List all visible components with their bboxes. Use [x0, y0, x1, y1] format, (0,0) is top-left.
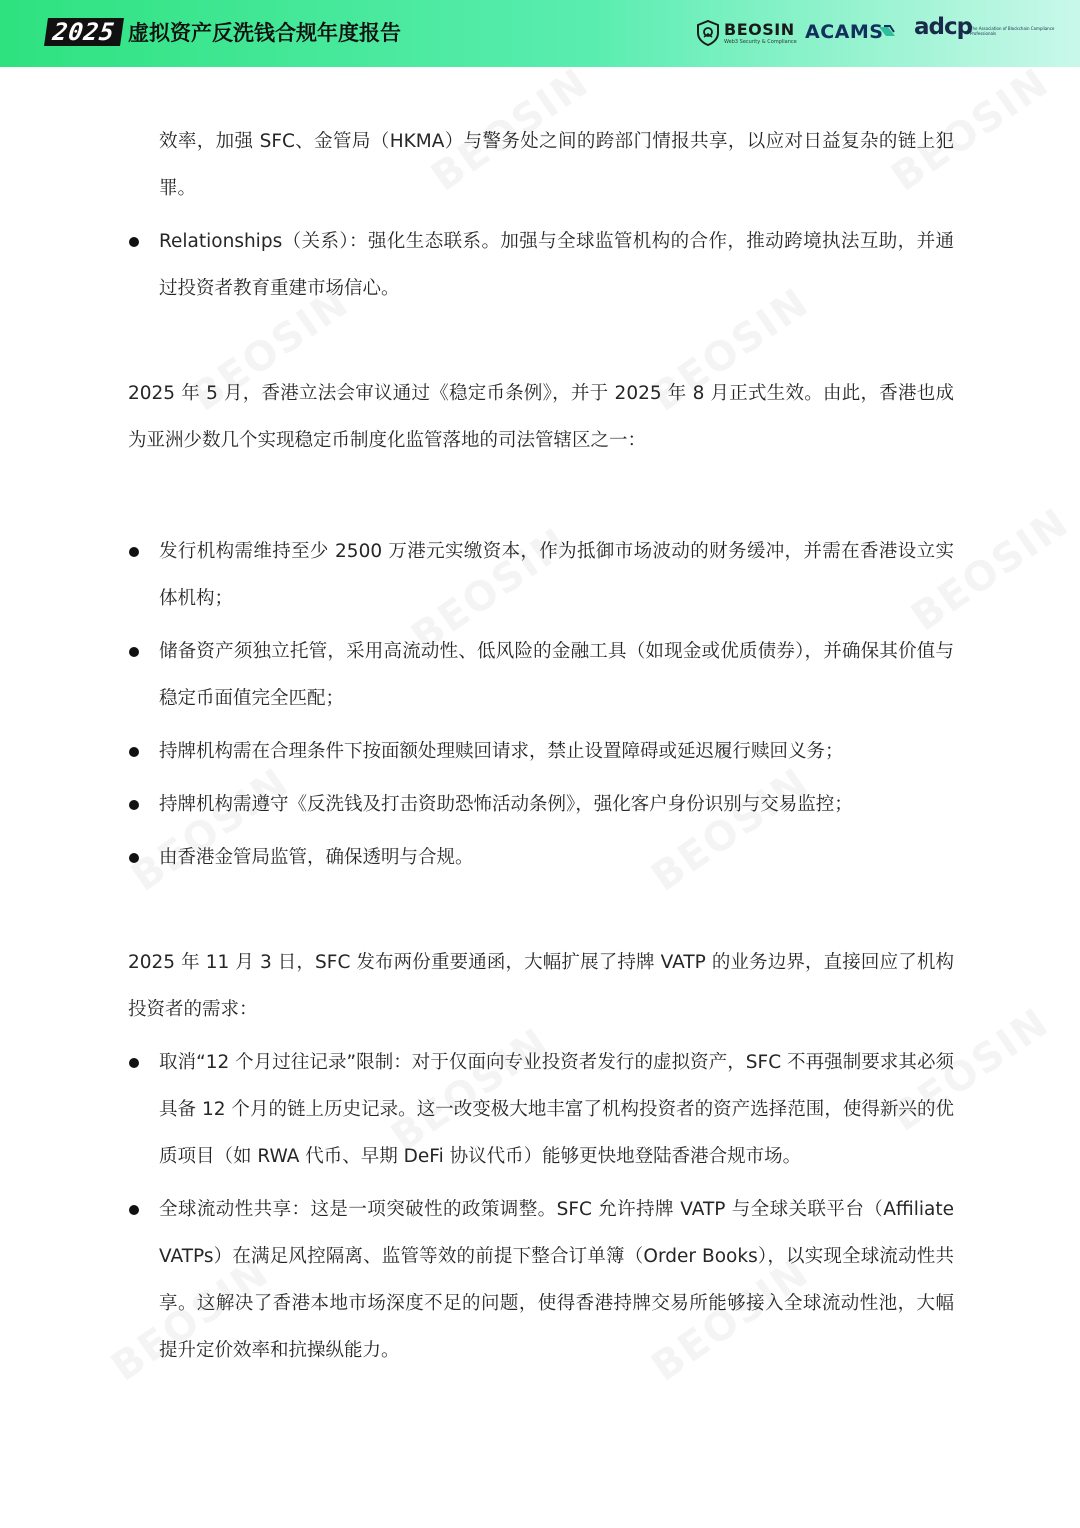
sfc-circular-paragraph: 2025 年 11 月 3 日，SFC 发布两份重要通函，大幅扩展了持牌 VATP 的业务边界，直接回应了机构投资者的需求：: [128, 952, 954, 1020]
adcp-wordmark: adcp: [914, 14, 973, 40]
list-item-text: 由香港金管局监管，确保透明与合规。: [159, 847, 474, 868]
list-item-text: 持牌机构需在合理条件下按面额处理赎回请求，禁止设置障碍或延迟履行赎回义务；: [159, 741, 844, 762]
list-item: [128, 834, 954, 881]
list-item-text: 全球流动性共享：这是一项突破性的政策调整。SFC 允许持牌 VATP 与全球关联平台（Affiliate VATPs）在满足风控隔离、监管等效的前提下整合订单簿（Order Books），以实现全球流动性共享。这解决了香港本地市场深度不足的问题，使得香港持牌交易所能够接入全球流动性池，大幅提升定价效率和抗操纵能力。: [159, 1199, 954, 1361]
list-item-text: 持牌机构需遵守《反洗钱及打击资助恐怖活动条例》，强化客户身份识别与交易监控；: [159, 794, 853, 815]
continued-paragraph: 效率，加强 SFC、金管局（HKMA）与警务处之间的跨部门情报共享，以应对日益复杂的链上犯罪。: [159, 131, 954, 199]
bullet-dot-icon: [129, 800, 139, 810]
list-item: [128, 728, 954, 775]
beosin-tagline: Web3 Security & Compliance: [724, 39, 797, 45]
acams-logo: ACAMS: [805, 21, 884, 43]
list-item-text: 取消“12 个月过往记录”限制：对于仅面向专业投资者发行的虚拟资产，SFC 不再强制要求其必须具备 12 个月的链上历史记录。这一改变极大地丰富了机构投资者的资产选择范围，使得新兴的优质项目（如 RWA 代币、早期 DeFi 协议代币）能够更快地登陆香港合规市场。: [159, 1052, 954, 1167]
year-badge: 2025: [44, 18, 124, 46]
bullet-dot-icon: [129, 547, 139, 557]
list-item-text: Relationships（关系）：强化生态联系。加强与全球监管机构的合作，推动跨境执法互助，并通过投资者教育重建市场信心。: [159, 231, 954, 299]
list-item: [128, 781, 954, 828]
bullet-dot-icon: [129, 853, 139, 863]
report-title: 虚拟资产反洗钱合规年度报告: [128, 21, 401, 45]
beosin-shield-icon: [696, 20, 720, 46]
bullet-dot-icon: [129, 1205, 139, 1215]
list-item-text: 储备资产须独立托管，采用高流动性、低风险的金融工具（如现金或优质债券），并确保其价值与稳定币面值完全匹配；: [159, 641, 954, 709]
list-item: [128, 628, 954, 722]
bullet-dot-icon: [129, 237, 139, 247]
bullet-dot-icon: [129, 747, 139, 757]
list-item-text: 发行机构需维持至少 2500 万港元实缴资本，作为抵御市场波动的财务缓冲，并需在香港设立实体机构；: [159, 541, 954, 609]
acams-swoosh-icon: [878, 24, 896, 38]
adcp-tagline: The Association of Blockchain Compliance Professionals: [970, 26, 1055, 36]
report-header: [0, 0, 1080, 67]
bullet-dot-icon: [129, 647, 139, 657]
stablecoin-ordinance-paragraph: 2025 年 5 月，香港立法会审议通过《稳定币条例》，并于 2025 年 8 月正式生效。由此，香港也成为亚洲少数几个实现稳定币制度化监管落地的司法管辖区之一：: [128, 383, 954, 451]
list-item: [128, 1186, 954, 1374]
page-content: [128, 118, 954, 1374]
beosin-wordmark: BEOSIN: [724, 20, 795, 39]
list-item: [128, 218, 954, 312]
list-item: [128, 528, 954, 622]
bullet-dot-icon: [129, 1058, 139, 1068]
list-item: [128, 1039, 954, 1180]
